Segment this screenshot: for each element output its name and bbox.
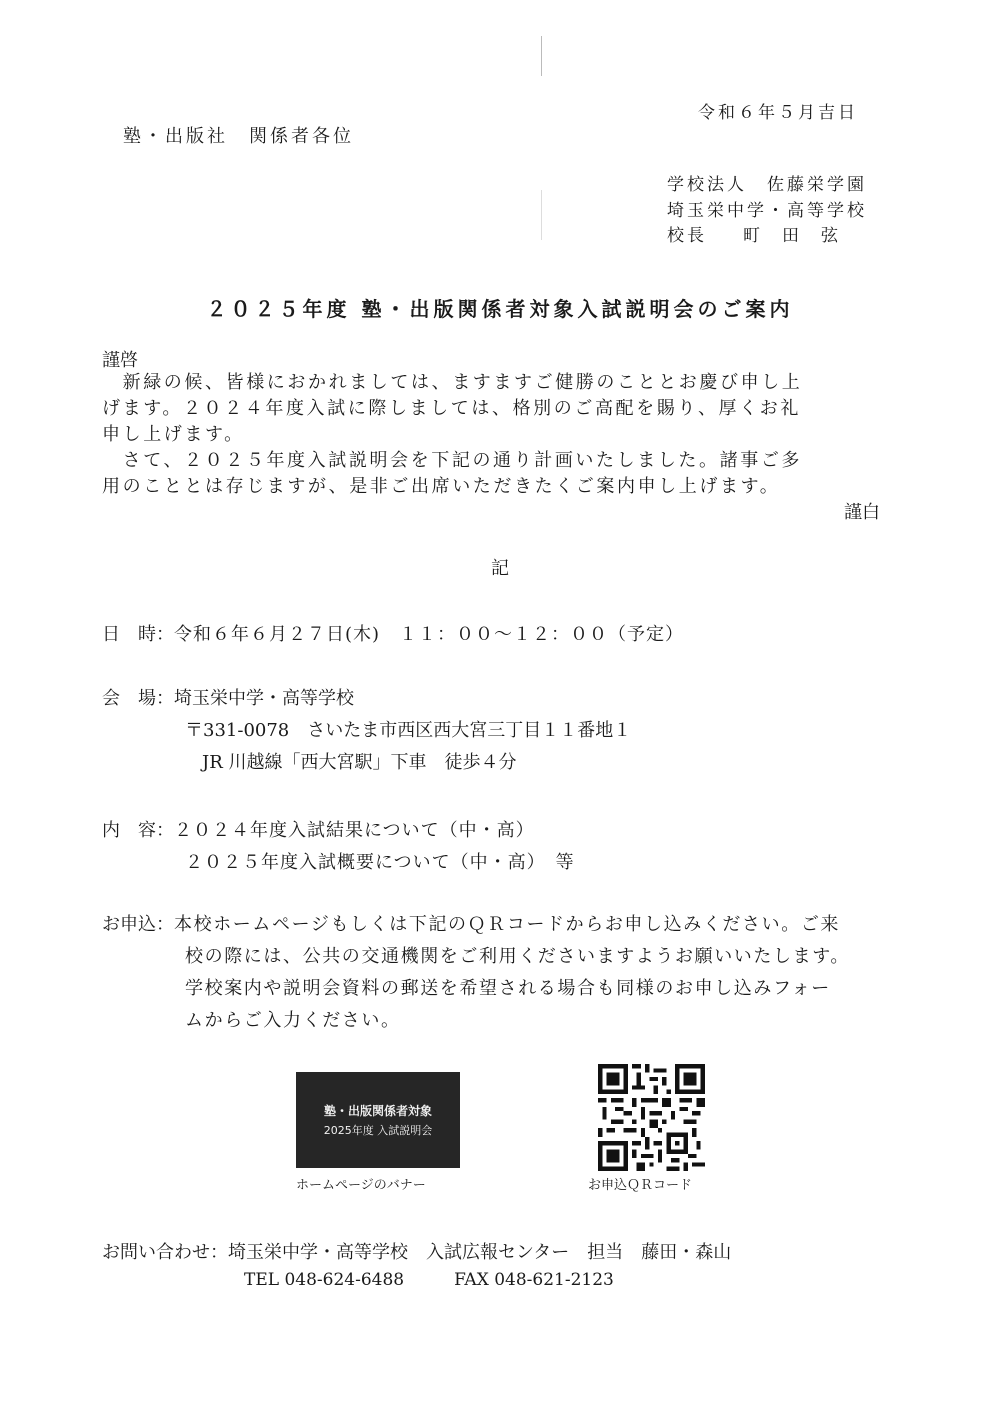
venue-label: 会 場： [102,688,174,709]
contact-label: お問い合わせ： [102,1242,228,1263]
venue-name: 埼玉栄中学・高等学校 [174,688,354,709]
scan-artifact-line [541,190,542,240]
content-line: ２０２５年度入試概要について（中・高） 等 [185,852,575,873]
letter-closing: 謹白 [844,502,880,523]
sender-corporation: 学校法人 佐藤栄学園 [667,175,867,195]
scan-artifact-line [541,36,542,76]
contact-org: 埼玉栄中学・高等学校 入試広報センター 担当 藤田・森山 [228,1242,732,1263]
contact-fax: FAX 048-621-2123 [454,1270,614,1290]
letter-line: 新緑の候、皆様におかれましては、ますますご健勝のこととお慶び申し上 [102,372,803,393]
application-row [102,910,840,936]
principal-title: 校長 [667,226,707,246]
sender-principal [667,223,860,249]
qr-code-icon[interactable] [598,1064,705,1171]
application-line: ムからご入力ください。 [185,1010,401,1031]
content-row [102,816,535,842]
homepage-banner[interactable] [296,1072,460,1168]
application-label: お申込： [102,914,174,935]
letter-body [102,370,880,526]
content-label: 内 容： [102,820,174,841]
sender-school: 埼玉栄中学・高等学校 [667,201,867,221]
datetime-label: 日 時： [102,624,174,645]
ki-marker: 記 [491,558,509,579]
application-line: 本校ホームページもしくは下記のＱＲコードからお申し込みください。ご来 [174,914,841,935]
addressee: 塾・出版社 関係者各位 [123,126,354,147]
banner-line2: 2025年度 入試説明会 [323,1124,433,1137]
venue-row [102,684,354,710]
letter-line: 申し上げます。 [102,424,245,445]
datetime-row [102,620,684,646]
qr-caption: お申込ＱＲコード [588,1178,693,1193]
venue-access: JR 川越線「西大宮駅」下車 徒歩４分 [202,752,517,773]
letter-line: 用のこととは存じますが、是非ご出席いただきたくご案内申し上げます。 [102,476,781,497]
principal-name: 町田弦 [743,226,860,246]
letter-line: さて、２０２５年度入試説明会を下記の通り計画いたしました。諸事ご多 [102,450,803,471]
datetime-value: 令和６年６月２７日(木) １１：００～１２：００（予定） [174,624,685,645]
issue-date: 令和６年５月吉日 [698,103,858,123]
content-line: ２０２４年度入試結果について（中・高） [174,820,535,841]
application-line: 学校案内や説明会資料の郵送を希望される場合も同様のお申し込みフォー [185,978,831,999]
letter-opening: 謹啓 [102,350,138,371]
application-line: 校の際には、公共の交通機関をご利用くださいますようお願いいたします。 [185,946,850,967]
venue-address: 〒331-0078 さいたま市西区西大宮三丁目１１番地１ [185,720,632,741]
contact-row [102,1238,731,1264]
banner-caption: ホームページのバナー [296,1178,426,1193]
banner-line1: 塾・出版関係者対象 [323,1104,432,1118]
contact-numbers [244,1270,614,1290]
contact-tel: TEL 048-624-6488 [244,1270,405,1290]
document-title: ２０２５年度 塾・出版関係者対象入試説明会のご案内 [206,297,794,321]
letter-line: げます。２０２４年度入試に際しましては、格別のご高配を賜り、厚くお礼 [102,398,801,419]
